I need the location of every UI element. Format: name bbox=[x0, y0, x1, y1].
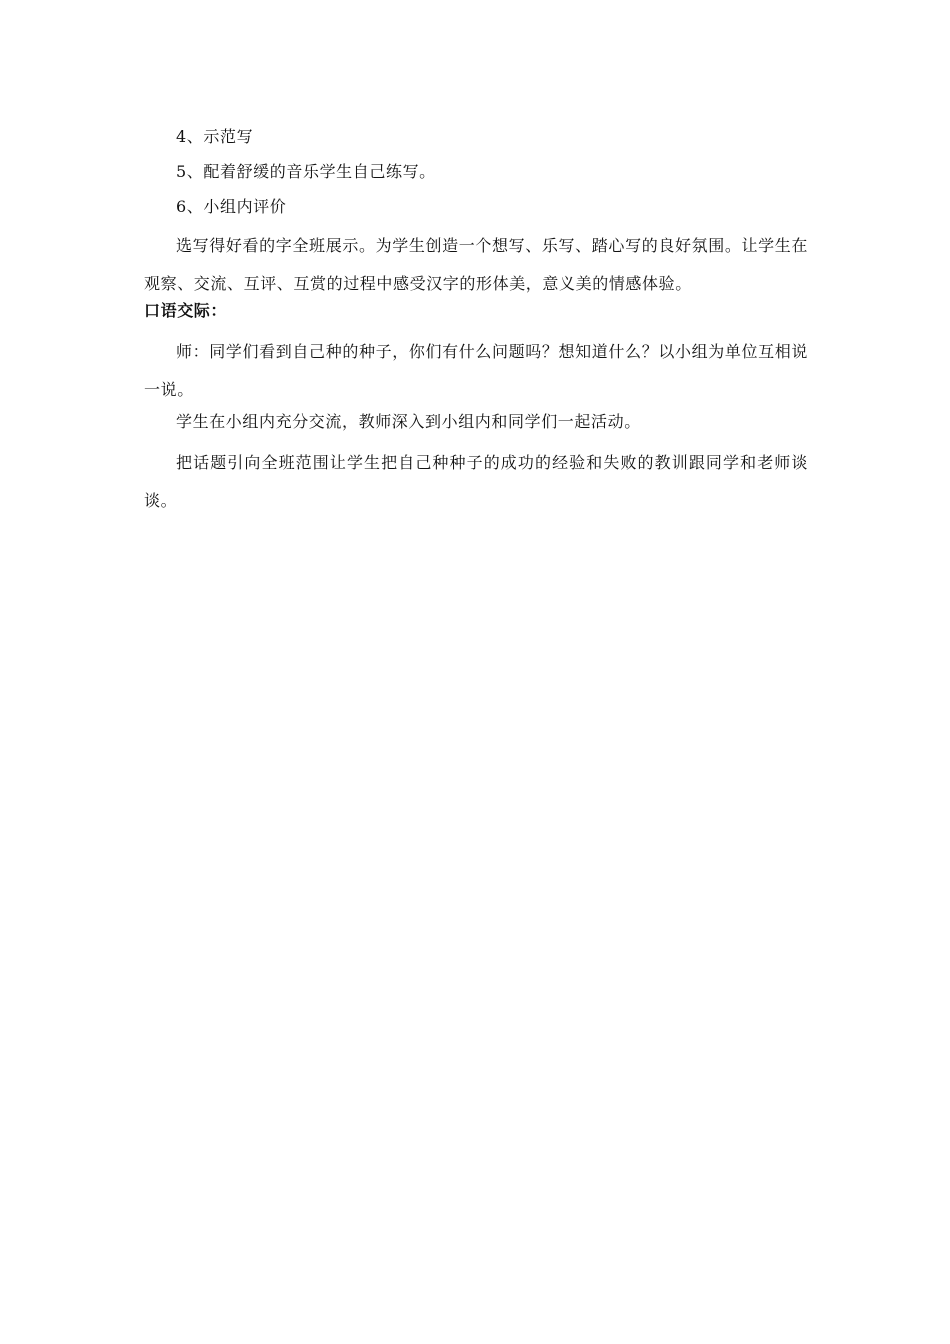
paragraph-showcase: 选写得好看的字全班展示。为学生创造一个想写、乐写、踏心写的良好氛围。让学生在观察、交流、互评、互赏的过程中感受汉字的形体美，意义美的情感体验。 bbox=[144, 236, 808, 293]
paragraph-class-sharing: 把话题引向全班范围让学生把自己种种子的成功的经验和失败的教训跟同学和老师谈谈。 bbox=[144, 453, 808, 510]
paragraph-group-discussion: 学生在小组内充分交流，教师深入到小组内和同学们一起活动。 bbox=[176, 412, 641, 431]
list-item-group-evaluation: 6、小组内评价 bbox=[176, 197, 287, 216]
list-item-practice-with-music: 5、配着舒缓的音乐学生自己练写。 bbox=[176, 162, 436, 181]
list-item-demonstrate-writing: 4、示范写 bbox=[176, 127, 254, 146]
paragraph-teacher-question: 师：同学们看到自己种的种子，你们有什么问题吗？想知道什么？以小组为单位互相说一说。 bbox=[144, 342, 808, 399]
section-heading-oral-communication: 口语交际： bbox=[144, 301, 228, 320]
document-body bbox=[144, 124, 808, 520]
